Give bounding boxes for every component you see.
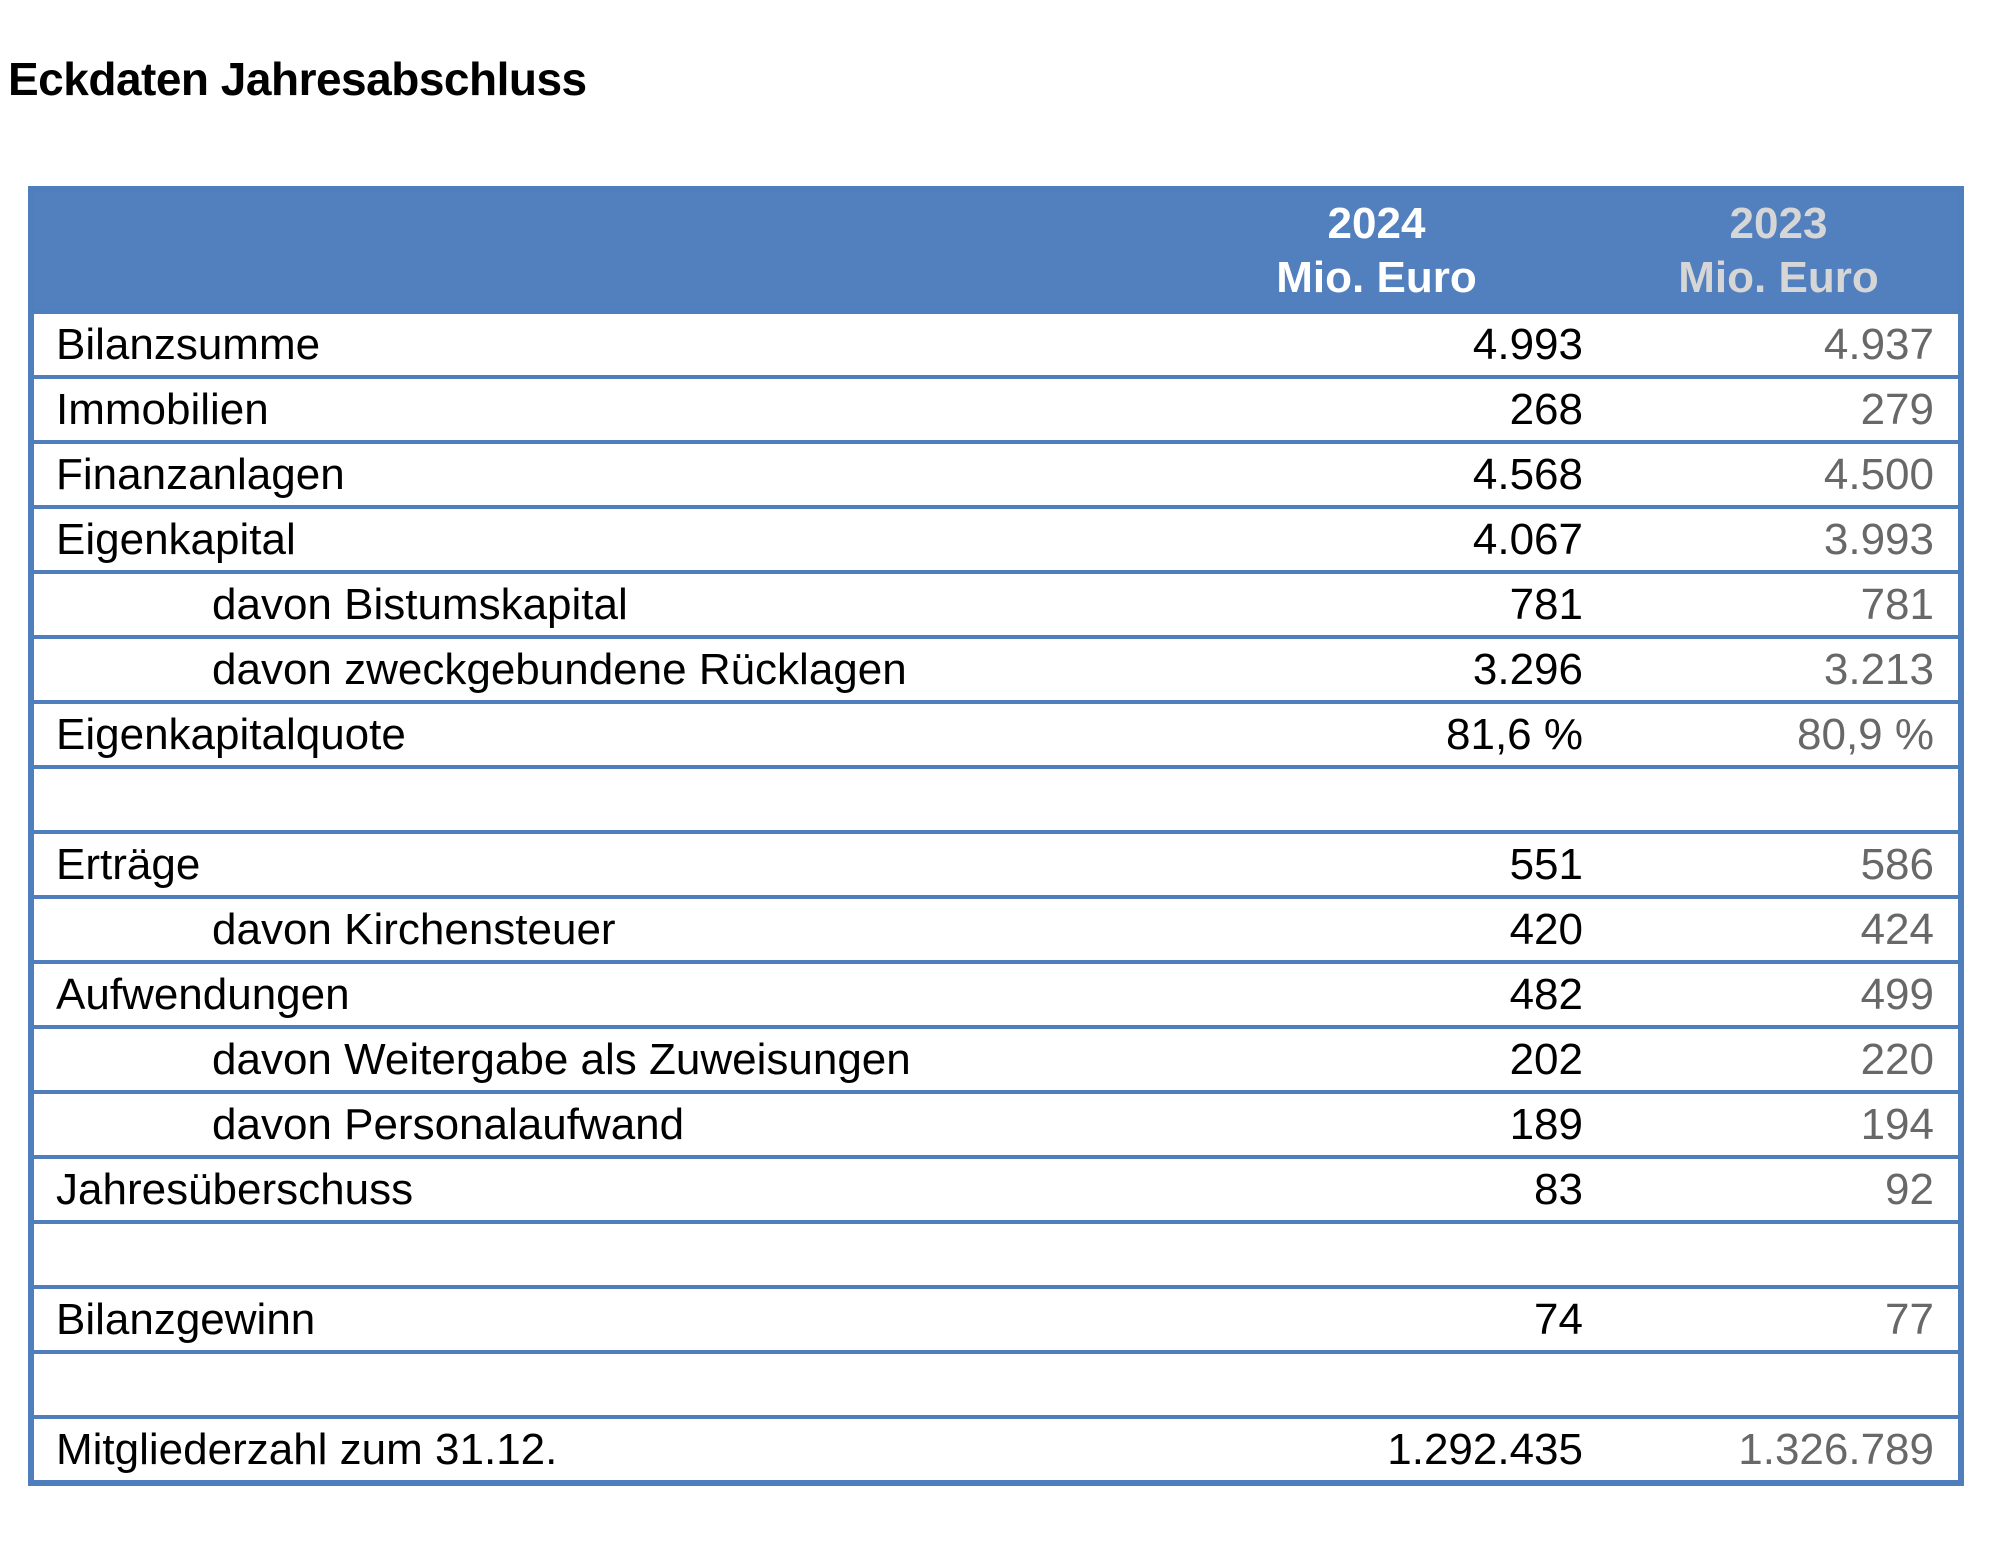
value-2024: 4.568 — [1472, 449, 1583, 499]
table-row — [34, 570, 1958, 635]
value-2023: 3.993 — [1823, 514, 1934, 564]
table-row — [34, 1090, 1958, 1155]
value-2023: 3.213 — [1823, 644, 1934, 694]
table-row — [34, 505, 1958, 570]
value-2023: 92 — [1885, 1164, 1934, 1214]
value-2024: 551 — [1509, 839, 1583, 889]
header-unit-2024: Mio. Euro — [1276, 253, 1477, 302]
value-2023: 4.500 — [1823, 449, 1934, 499]
header-label-spacer — [34, 192, 1154, 310]
table-row — [34, 310, 1958, 375]
row-label: davon Kirchensteuer — [212, 904, 616, 954]
page-title: Eckdaten Jahresabschluss — [8, 53, 587, 105]
value-2023: 4.937 — [1823, 319, 1934, 369]
row-label: davon zweckgebundene Rücklagen — [212, 644, 907, 694]
header-unit-2023: Mio. Euro — [1678, 253, 1879, 302]
value-2023: 499 — [1860, 969, 1934, 1019]
value-2023: 1.326.789 — [1738, 1424, 1934, 1474]
row-label: Jahresüberschuss — [56, 1164, 414, 1214]
table-row — [34, 440, 1958, 505]
row-label: Aufwendungen — [56, 969, 350, 1019]
value-2023: 194 — [1860, 1099, 1934, 1149]
table-body — [34, 310, 1958, 1480]
value-2024: 482 — [1509, 969, 1583, 1019]
table-row — [34, 1415, 1958, 1480]
value-2023: 77 — [1885, 1294, 1934, 1344]
table-row — [34, 765, 1958, 830]
key-figures-table — [28, 186, 1964, 1486]
table-row — [34, 895, 1958, 960]
table-row — [34, 1350, 1958, 1415]
table-row — [34, 375, 1958, 440]
row-label: Erträge — [56, 839, 201, 889]
table-header — [34, 192, 1958, 310]
value-2024: 420 — [1509, 904, 1583, 954]
row-label: Finanzanlagen — [56, 449, 345, 499]
table-row — [34, 635, 1958, 700]
table-row — [34, 1155, 1958, 1220]
row-label: Immobilien — [56, 384, 269, 434]
row-label: Eigenkapital — [56, 514, 296, 564]
value-2024: 1.292.435 — [1387, 1424, 1583, 1474]
table-row — [34, 700, 1958, 765]
value-2024: 3.296 — [1472, 644, 1583, 694]
value-2023: 586 — [1860, 839, 1934, 889]
row-label: Bilanzgewinn — [56, 1294, 316, 1344]
value-2024: 781 — [1509, 579, 1583, 629]
header-col-2023 — [1599, 192, 1958, 310]
table-row — [34, 830, 1958, 895]
header-col-2024 — [1154, 192, 1599, 310]
value-2024: 4.067 — [1472, 514, 1583, 564]
value-2024: 74 — [1534, 1294, 1583, 1344]
value-2023: 80,9 % — [1797, 709, 1934, 759]
table-row — [34, 1025, 1958, 1090]
row-label: davon Bistumskapital — [212, 579, 628, 629]
value-2024: 83 — [1534, 1164, 1583, 1214]
value-2023: 424 — [1860, 904, 1934, 954]
value-2024: 268 — [1509, 384, 1583, 434]
row-label: Mitgliederzahl zum 31.12. — [56, 1424, 558, 1474]
value-2023: 220 — [1860, 1034, 1934, 1084]
value-2024: 202 — [1509, 1034, 1583, 1084]
value-2024: 189 — [1509, 1099, 1583, 1149]
value-2024: 4.993 — [1472, 319, 1583, 369]
value-2023: 279 — [1860, 384, 1934, 434]
table-row — [34, 1285, 1958, 1350]
row-label: davon Weitergabe als Zuweisungen — [212, 1034, 911, 1084]
value-2024: 81,6 % — [1446, 709, 1583, 759]
row-label: Eigenkapitalquote — [56, 709, 406, 759]
value-2023: 781 — [1860, 579, 1934, 629]
table-row — [34, 1220, 1958, 1285]
header-year-2024: 2024 — [1327, 199, 1426, 248]
row-label: davon Personalaufwand — [212, 1099, 685, 1149]
header-year-2023: 2023 — [1729, 199, 1828, 248]
table-row — [34, 960, 1958, 1025]
row-label: Bilanzsumme — [56, 319, 321, 369]
